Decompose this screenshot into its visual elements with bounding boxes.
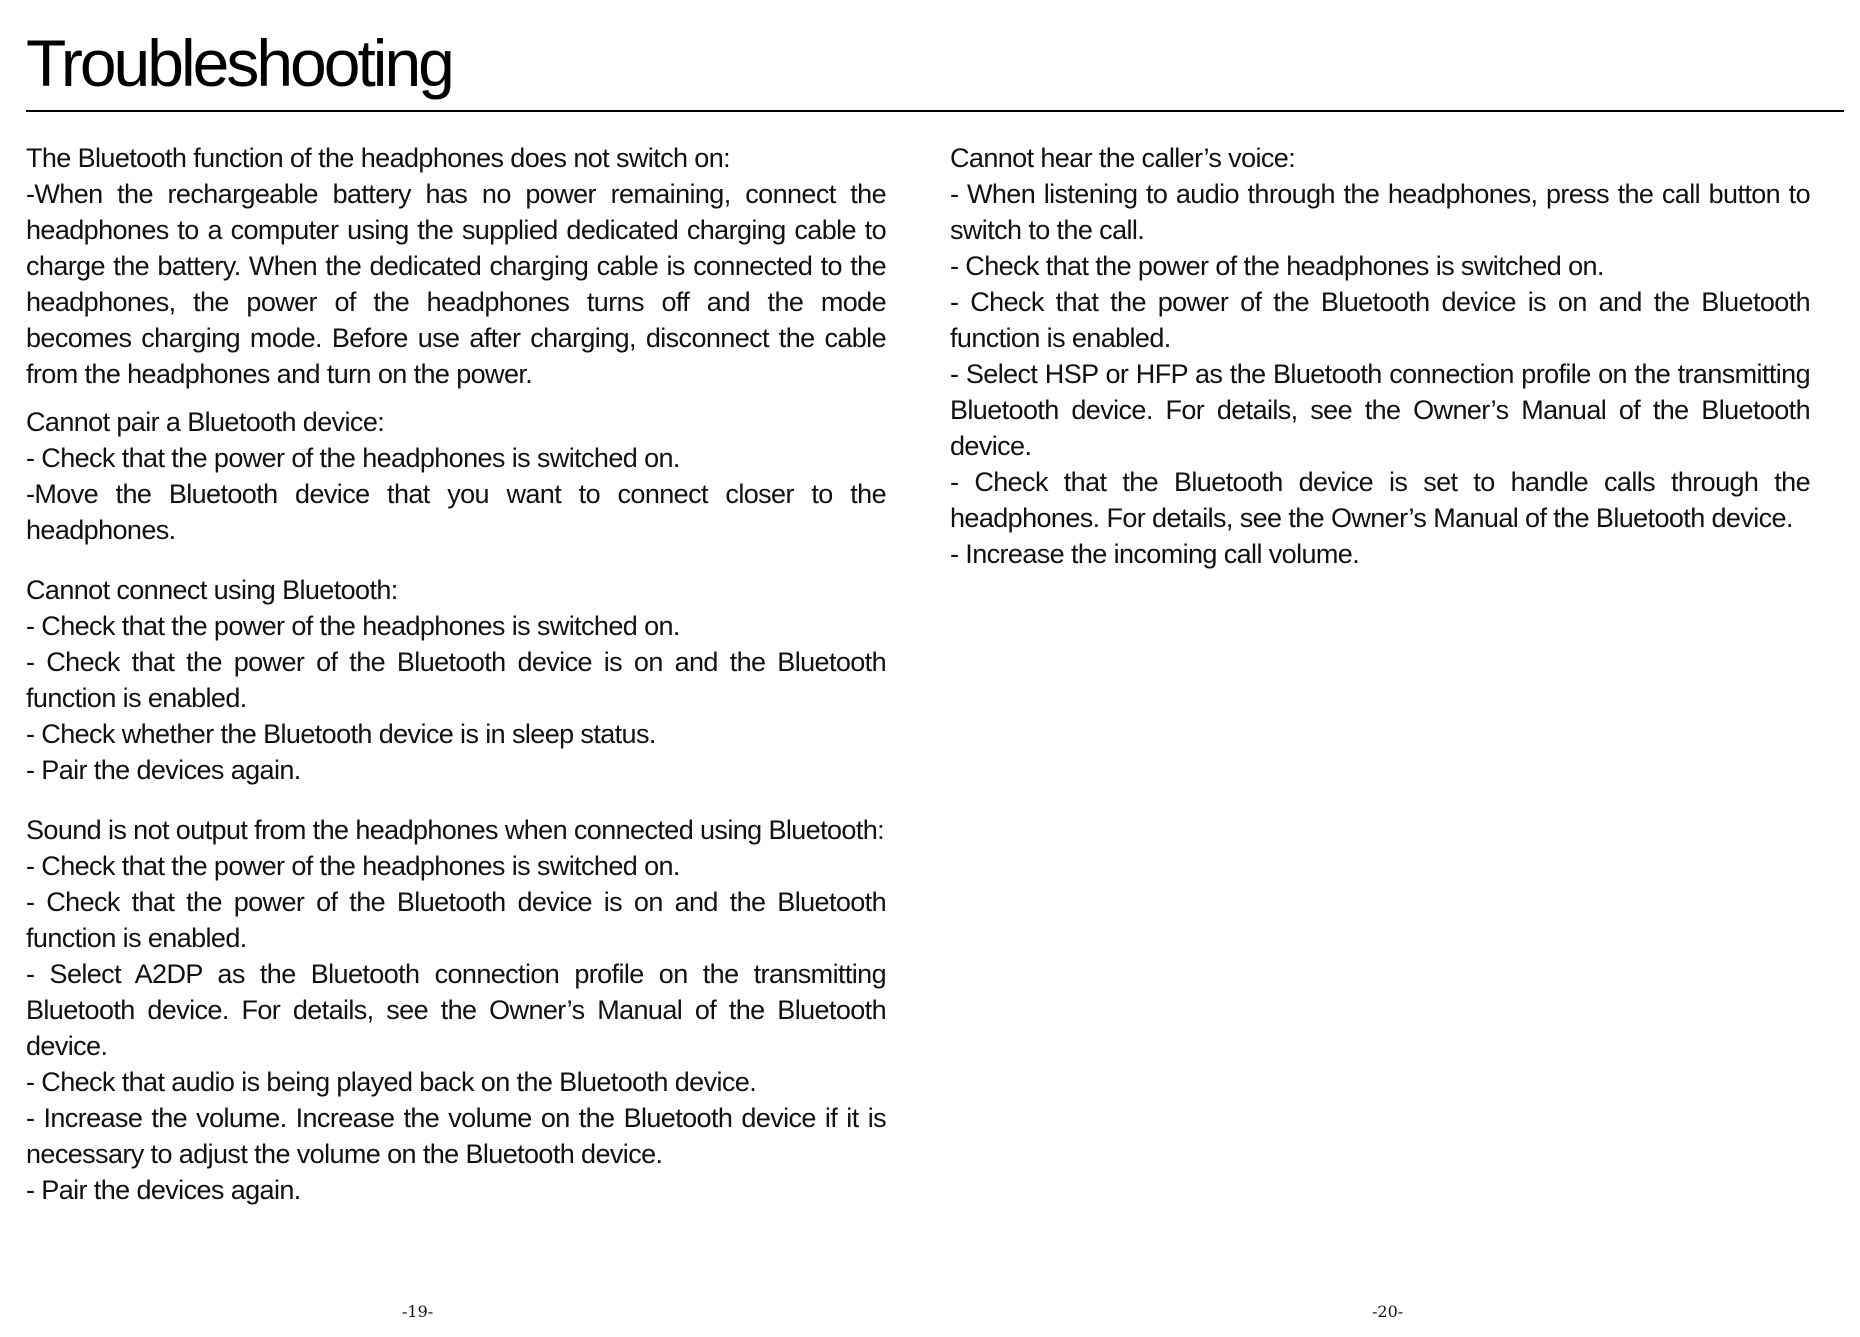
section-item: - Pair the devices again. [26, 1175, 301, 1205]
title-divider [26, 110, 1844, 112]
section-heading: Cannot hear the caller’s voice: [950, 143, 1296, 173]
section-item: - Check that the power of the headphones is switched on. [26, 611, 680, 641]
section-item: - Check that the power of the headphones is switched on. [950, 251, 1604, 281]
page-title: Troubleshooting [26, 26, 452, 100]
section-heading: Cannot pair a Bluetooth device: [26, 407, 385, 437]
page-number-left: -19- [402, 1302, 434, 1321]
section-item: - Check whether the Bluetooth device is in sleep status. [26, 719, 656, 749]
section-heading: Cannot connect using Bluetooth: [26, 575, 398, 605]
section-item: - Select HSP or HFP as the Bluetooth connection profile on the transmitting Bluetooth device. For details, see the Owner’s Manual of the Bluetooth device. [950, 359, 1810, 461]
section-item: - Check that the power of the headphones is switched on. [26, 851, 680, 881]
section-item: - Check that the power of the headphones is switched on. [26, 443, 680, 473]
section-item: - Pair the devices again. [26, 755, 301, 785]
section-item: - Check that the power of the Bluetooth device is on and the Bluetooth function is enabled. [26, 647, 886, 713]
section-item: - Check that the power of the Bluetooth device is on and the Bluetooth function is enabled. [950, 287, 1810, 353]
section-item: - Check that audio is being played back on the Bluetooth device. [26, 1067, 757, 1097]
section-heading: The Bluetooth function of the headphones does not switch on: [26, 143, 731, 173]
right-column [950, 140, 1810, 584]
section-item: - Increase the incoming call volume. [950, 539, 1360, 569]
section-item: - Increase the volume. Increase the volume on the Bluetooth device if it is necessary to adjust the volume on the Bluetooth device. [26, 1103, 886, 1169]
section-cannot-hear-caller [950, 140, 1810, 572]
section-item: - When listening to audio through the headphones, press the call button to switch to the call. [950, 179, 1810, 245]
left-column [26, 140, 886, 1220]
section-item: - Select A2DP as the Bluetooth connection profile on the transmitting Bluetooth device. For details, see the Owner’s Manual of the Bluetooth device. [26, 959, 886, 1061]
page-number-right: -20- [1372, 1302, 1404, 1321]
section-item: - Check that the power of the Bluetooth device is on and the Bluetooth function is enabled. [26, 887, 886, 953]
section-heading: Sound is not output from the headphones when connected using Bluetooth: [26, 815, 885, 845]
section-cannot-pair [26, 404, 886, 548]
section-bluetooth-not-switch-on [26, 140, 886, 392]
section-sound-not-output [26, 812, 886, 1208]
section-item: -When the rechargeable battery has no power remaining, connect the headphones to a computer using the supplied dedicated charging cable to charge the battery. When the dedicated charging cable is connected to the headphones, the power of the headphones turns off and the mode becomes charging mode. Before use after charging, disconnect the cable from the headphones and turn on the power. [26, 179, 886, 389]
section-item: - Check that the Bluetooth device is set to handle calls through the headphones. For details, see the Owner’s Manual of the Bluetooth device. [950, 467, 1810, 533]
section-cannot-connect [26, 572, 886, 788]
section-item: -Move the Bluetooth device that you want to connect closer to the headphones. [26, 479, 886, 545]
